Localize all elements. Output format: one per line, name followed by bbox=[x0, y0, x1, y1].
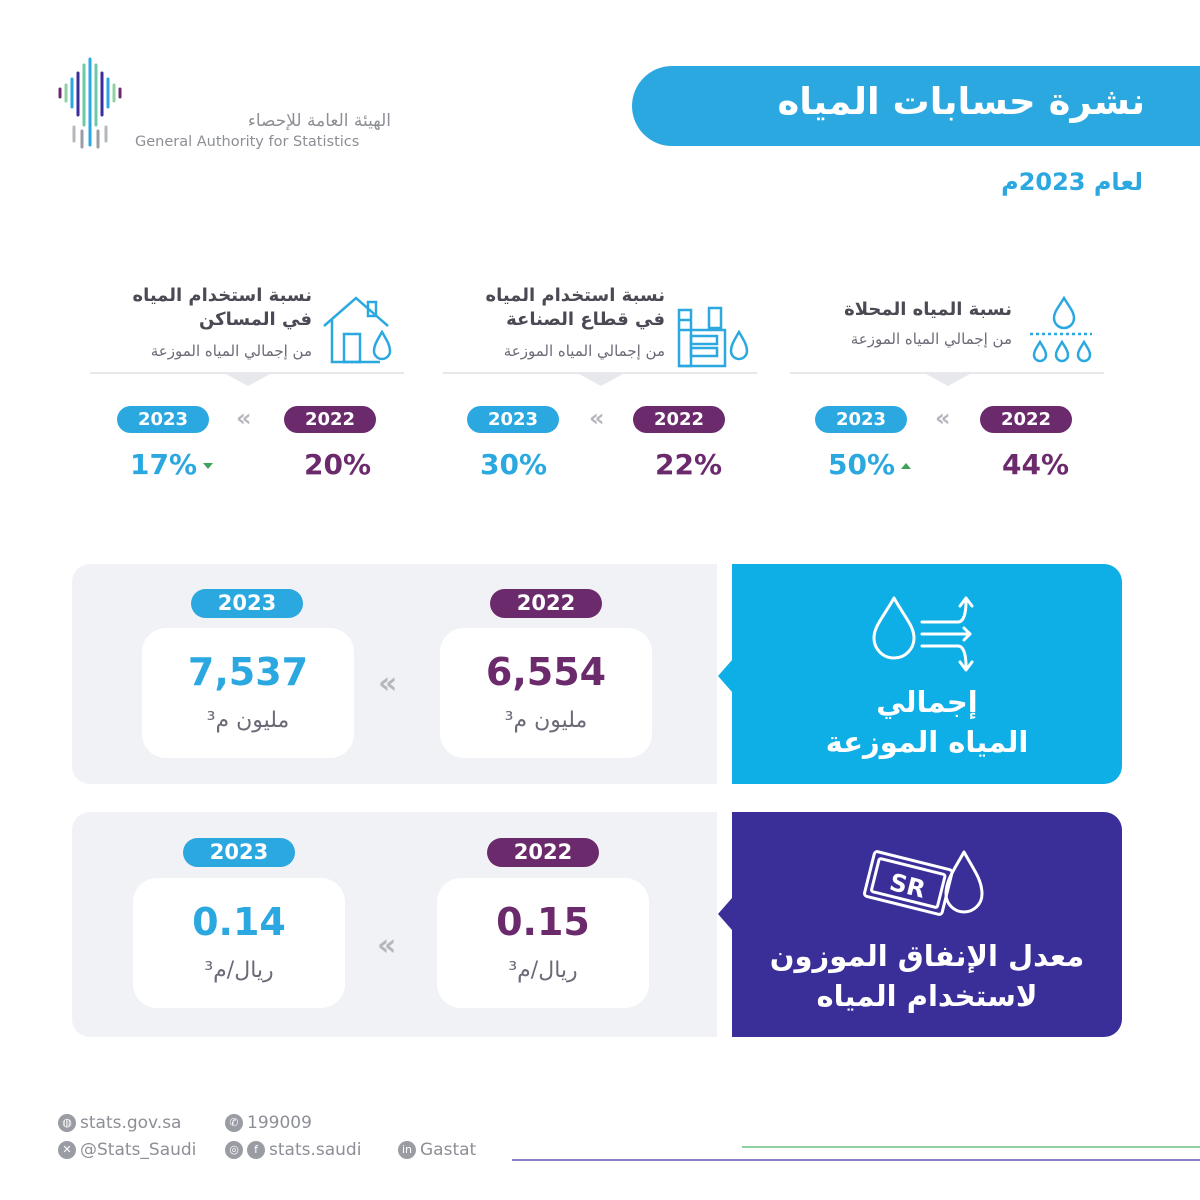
metric-divider-notch bbox=[579, 374, 623, 386]
metric-value-2022: 44% bbox=[1002, 448, 1070, 481]
house-icon bbox=[322, 290, 400, 370]
metric-value-2023: 50% bbox=[828, 448, 911, 481]
globe-icon: ◍ bbox=[58, 1114, 76, 1132]
unit-label: ريال/م³ bbox=[204, 958, 274, 983]
metric-desalinated bbox=[790, 280, 1104, 490]
year-badge-2022: 2022 bbox=[980, 406, 1072, 433]
chevron-left-icon: « bbox=[935, 404, 951, 432]
spending-value-2022: 0.15 bbox=[496, 900, 590, 944]
chevron-left-icon: « bbox=[378, 666, 398, 701]
year-badge-2023: 2023 bbox=[117, 406, 209, 433]
chevron-left-icon: « bbox=[377, 928, 397, 963]
distributed-value-2022: 6,554 bbox=[485, 650, 607, 694]
spending-value-2023: 0.14 bbox=[192, 900, 286, 944]
water-flow-icon bbox=[870, 590, 980, 680]
title-banner bbox=[632, 66, 1200, 146]
website-link[interactable]: ◍ stats.gov.sa bbox=[58, 1113, 181, 1133]
chevron-left-icon: « bbox=[589, 404, 605, 432]
footer-line-green bbox=[742, 1146, 1200, 1148]
label-box-pointer bbox=[718, 898, 732, 930]
sr-badge: SR bbox=[886, 868, 929, 904]
metric-industry bbox=[443, 280, 757, 490]
gastat-logo bbox=[55, 55, 391, 155]
x-link[interactable]: ✕ @Stats_Saudi bbox=[58, 1140, 196, 1160]
org-name-english: General Authority for Statistics bbox=[135, 134, 360, 150]
metric-value-2023: 30% bbox=[480, 448, 548, 481]
year-badge-2023: 2023 bbox=[815, 406, 907, 433]
unit-label: ريال/م³ bbox=[508, 958, 578, 983]
metric-value-2022: 20% bbox=[304, 448, 372, 481]
linkedin-icon: in bbox=[398, 1141, 416, 1159]
linkedin-link[interactable]: in Gastat bbox=[398, 1140, 476, 1160]
metric-sublabel: من إجمالي المياه الموزعة bbox=[503, 342, 665, 360]
metric-value-2023: 17% bbox=[130, 448, 213, 481]
spending-panel bbox=[72, 812, 717, 1037]
org-name-arabic: الهيئة العامة للإحصاء bbox=[247, 111, 391, 131]
gastat-logo-icon bbox=[55, 55, 125, 150]
unit-label: مليون م³ bbox=[504, 708, 588, 733]
page-title: نشرة حسابات المياه bbox=[777, 80, 1145, 123]
year-badge-2022: 2022 bbox=[487, 838, 599, 867]
metric-divider-notch bbox=[926, 374, 970, 386]
distributed-water-label-box bbox=[732, 564, 1122, 784]
instagram-icon: ◎ bbox=[225, 1141, 243, 1159]
distributed-water-label: إجمالي المياه الموزعة bbox=[825, 685, 1029, 759]
x-icon: ✕ bbox=[58, 1141, 76, 1159]
label-box-pointer bbox=[718, 660, 732, 692]
metric-label: نسبة المياه المحلاة bbox=[844, 299, 1012, 320]
year-badge-2022: 2022 bbox=[284, 406, 376, 433]
instagram-link[interactable]: ◎ f stats.saudi bbox=[225, 1140, 361, 1160]
footer-line-purple bbox=[512, 1159, 1200, 1161]
metric-label: نسبة استخدام المياه في المساكن bbox=[132, 285, 312, 330]
year-badge-2023: 2023 bbox=[467, 406, 559, 433]
metric-label: نسبة استخدام المياه في قطاع الصناعة bbox=[485, 285, 665, 330]
value-card-2023 bbox=[142, 628, 354, 758]
metric-sublabel: من إجمالي المياه الموزعة bbox=[150, 342, 312, 360]
trend-down-icon bbox=[203, 463, 213, 469]
distributed-water-panel bbox=[72, 564, 717, 784]
value-card-2023 bbox=[133, 878, 345, 1008]
chevron-left-icon: « bbox=[236, 404, 252, 432]
metric-sublabel: من إجمالي المياه الموزعة bbox=[850, 330, 1012, 348]
metric-value-2022: 22% bbox=[655, 448, 723, 481]
year-badge-2022: 2022 bbox=[490, 589, 602, 618]
factory-icon bbox=[675, 290, 753, 370]
phone-icon: ✆ bbox=[225, 1114, 243, 1132]
year-badge-2022: 2022 bbox=[633, 406, 725, 433]
water-drops-icon bbox=[1022, 290, 1100, 370]
year-badge-2023: 2023 bbox=[183, 838, 295, 867]
metric-divider-notch bbox=[226, 374, 270, 386]
trend-up-icon bbox=[901, 463, 911, 469]
page-subtitle: لعام 2023م bbox=[1001, 168, 1143, 196]
distributed-value-2023: 7,537 bbox=[187, 650, 309, 694]
riyal-banknote-drop-icon bbox=[860, 846, 990, 926]
phone-link[interactable]: ✆ 199009 bbox=[225, 1113, 312, 1133]
unit-label: مليون م³ bbox=[206, 708, 290, 733]
value-card-2022 bbox=[440, 628, 652, 758]
spending-label: معدل الإنفاق الموزون لاستخدام المياه bbox=[769, 939, 1085, 1013]
value-card-2022 bbox=[437, 878, 649, 1008]
year-badge-2023: 2023 bbox=[191, 589, 303, 618]
facebook-icon: f bbox=[247, 1141, 265, 1159]
spending-label-box bbox=[732, 812, 1122, 1037]
metric-housing bbox=[90, 280, 404, 490]
